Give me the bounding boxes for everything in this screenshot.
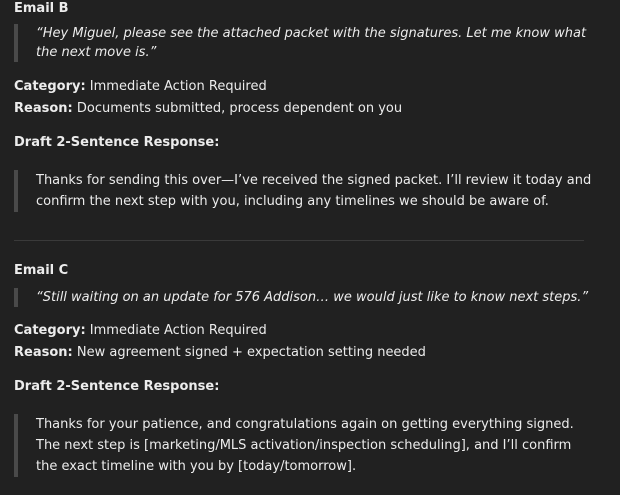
email-b-heading: Email B [14,1,69,16]
email-b-draft-heading: Draft 2-Sentence Response: [14,135,220,150]
email-c-category [14,320,267,341]
email-c-heading: Email C [14,263,69,278]
section-divider [14,240,584,241]
email-b-category [14,76,267,97]
email-b-quote: “Hey Miguel, please see the attached packet with the signatures. Let me know what the next move is.” [14,24,596,62]
email-c-quote: “Still waiting on an update for 576 Addison… we would just like to know next steps.” [14,288,596,307]
email-b-reason [14,98,402,119]
category-value: Immediate Action Required [85,79,267,94]
reason-label: Reason: [14,101,73,116]
category-label: Category: [14,79,86,94]
email-c-draft-heading: Draft 2-Sentence Response: [14,379,220,394]
email-c-reason [14,342,426,363]
reason-label: Reason: [14,345,73,360]
category-value: Immediate Action Required [85,323,267,338]
reason-value: New agreement signed + expectation setting needed [72,345,426,360]
email-b-draft-response: Thanks for sending this over—I’ve received the signed packet. I’ll review it today and confirm the next step with you, including any timelines we should be aware of. [14,170,596,212]
reason-value: Documents submitted, process dependent on you [72,101,403,116]
category-label: Category: [14,323,86,338]
email-c-draft-response: Thanks for your patience, and congratulations again on getting everything signed. The next step is [marketing/MLS activation/inspection scheduling], and I’ll confirm the exact timeline with you by [today/tomorrow]. [14,414,596,477]
